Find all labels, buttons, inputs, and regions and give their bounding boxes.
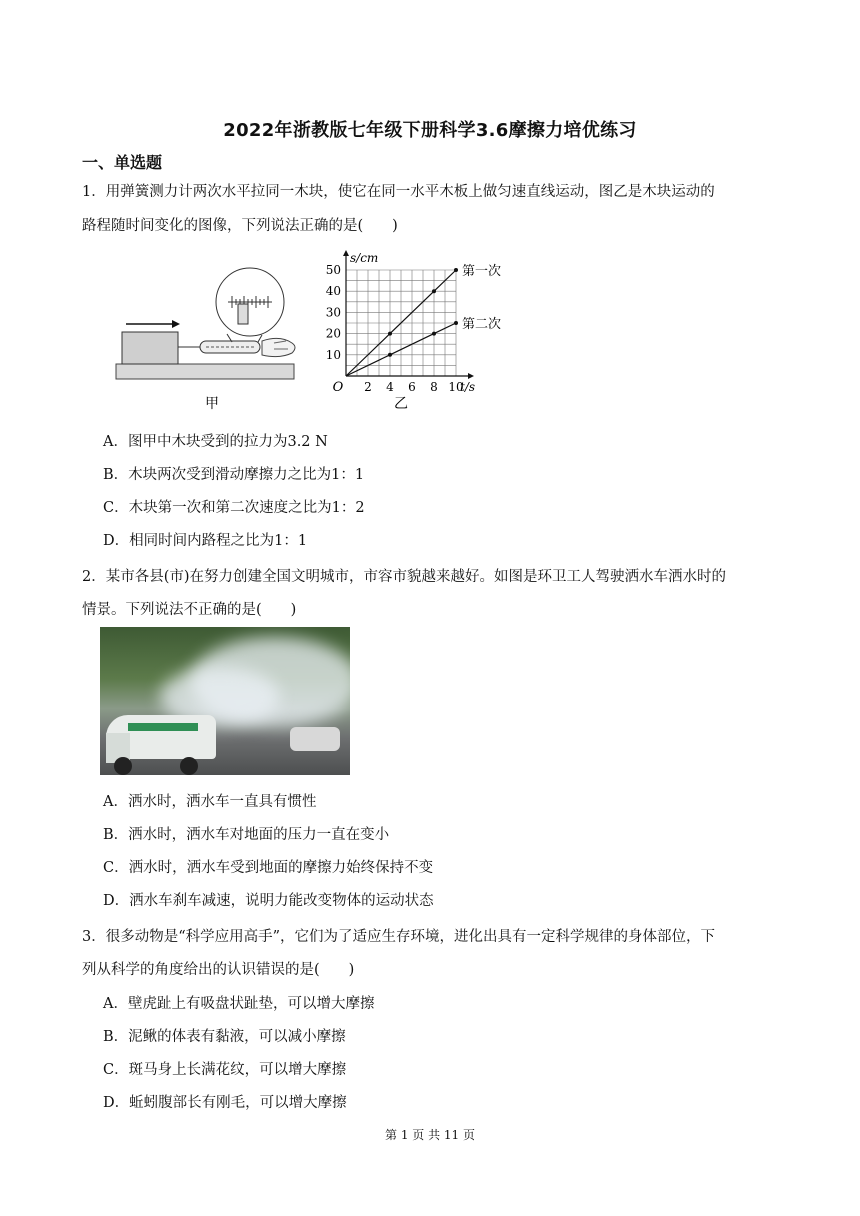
question-1-option-a[interactable]: A．图甲中木块受到的拉力为3.2 N: [103, 434, 328, 450]
direction-arrow-icon: [126, 320, 180, 328]
hand-icon: [262, 338, 295, 356]
question-2-stem-line-1: 2．某市各县(市)在努力创建全国文明城市，市容市貌越来越好。如图是环卫工人驾驶洒水车洒水时的: [82, 569, 727, 585]
y-tick-label: 50: [325, 263, 341, 277]
question-1-stem-line-1: 1．用弹簧测力计两次水平拉同一木块，使它在同一水平木板上做匀速直线运动，图乙是木块运动的: [82, 184, 715, 200]
section-heading: 一、单选题: [82, 153, 163, 172]
figure-label-jia: 甲: [205, 396, 219, 412]
figure-spring-scale-apparatus: [112, 246, 312, 414]
question-3-option-a[interactable]: A．壁虎趾上有吸盘状趾垫，可以增大摩擦: [103, 996, 375, 1012]
data-point: [454, 268, 458, 272]
data-point: [388, 353, 392, 357]
question-1-option-c[interactable]: C．木块第一次和第二次速度之比为1：2: [103, 500, 365, 516]
question-2-option-d[interactable]: D．洒水车刹车减速，说明力能改变物体的运动状态: [103, 893, 434, 909]
y-tick-label: 40: [325, 284, 341, 299]
tabletop: [116, 364, 294, 379]
question-3-stem-line-1: 3．很多动物是“科学应用高手”，它们为了适应生存环境，进化出具有一定科学规律的身体部位，下: [82, 929, 716, 945]
x-tick-label: 6: [408, 380, 416, 394]
origin-label: O: [332, 380, 344, 395]
series-label-1: 第一次: [462, 264, 502, 279]
question-2-stem-line-2: 情景。下列说法不正确的是( ): [82, 602, 297, 618]
sprinkler-truck-photo: [100, 627, 350, 775]
x-axis-label: t/s: [460, 380, 476, 394]
x-tick-label: 2: [364, 380, 372, 394]
spring-scale: [200, 341, 260, 353]
figure-st-chart: [318, 242, 518, 414]
question-1-stem-line-2: 路程随时间变化的图像，下列说法正确的是( ): [82, 218, 398, 234]
data-point: [454, 321, 458, 325]
question-3-stem-line-2: 列从科学的角度给出的认识错误的是( ): [82, 962, 355, 978]
scale-magnifier-circle: [216, 268, 284, 342]
y-tick-label: 20: [325, 326, 341, 341]
wooden-block: [122, 332, 178, 364]
data-point: [432, 289, 436, 293]
x-tick-label: 8: [430, 380, 438, 394]
question-2-option-a[interactable]: A．洒水时，洒水车一直具有惯性: [103, 794, 317, 810]
data-point: [388, 332, 392, 336]
x-tick-label: 10: [448, 380, 464, 394]
y-axis-arrow-icon: [343, 250, 349, 256]
x-axis-arrow-icon: [468, 373, 474, 379]
question-3-option-d[interactable]: D．蚯蚓腹部长有刚毛，可以增大摩擦: [103, 1095, 347, 1111]
question-3-option-c[interactable]: C．斑马身上长满花纹，可以增大摩擦: [103, 1062, 347, 1078]
figure-label-yi: 乙: [394, 396, 408, 412]
question-2-option-b[interactable]: B．洒水时，洒水车对地面的压力一直在变小: [103, 827, 390, 843]
y-axis-label: s/cm: [350, 251, 379, 265]
y-tick-label: 30: [325, 305, 341, 320]
question-2-option-c[interactable]: C．洒水时，洒水车受到地面的摩擦力始终保持不变: [103, 860, 434, 876]
x-tick-label: 4: [386, 380, 394, 394]
page-title: 2022年浙教版七年级下册科学3.6摩擦力培优练习: [223, 120, 637, 141]
question-1-option-d[interactable]: D．相同时间内路程之比为1：1: [103, 533, 308, 549]
series-label-2: 第二次: [462, 317, 502, 332]
question-1-option-b[interactable]: B．木块两次受到滑动摩擦力之比为1：1: [103, 467, 365, 483]
question-3-option-b[interactable]: B．泥鳅的体表有黏液，可以减小摩擦: [103, 1029, 346, 1045]
page-footer: 第 1 页 共 11 页: [385, 1128, 475, 1142]
data-point: [432, 332, 436, 336]
y-tick-label: 10: [325, 347, 341, 362]
